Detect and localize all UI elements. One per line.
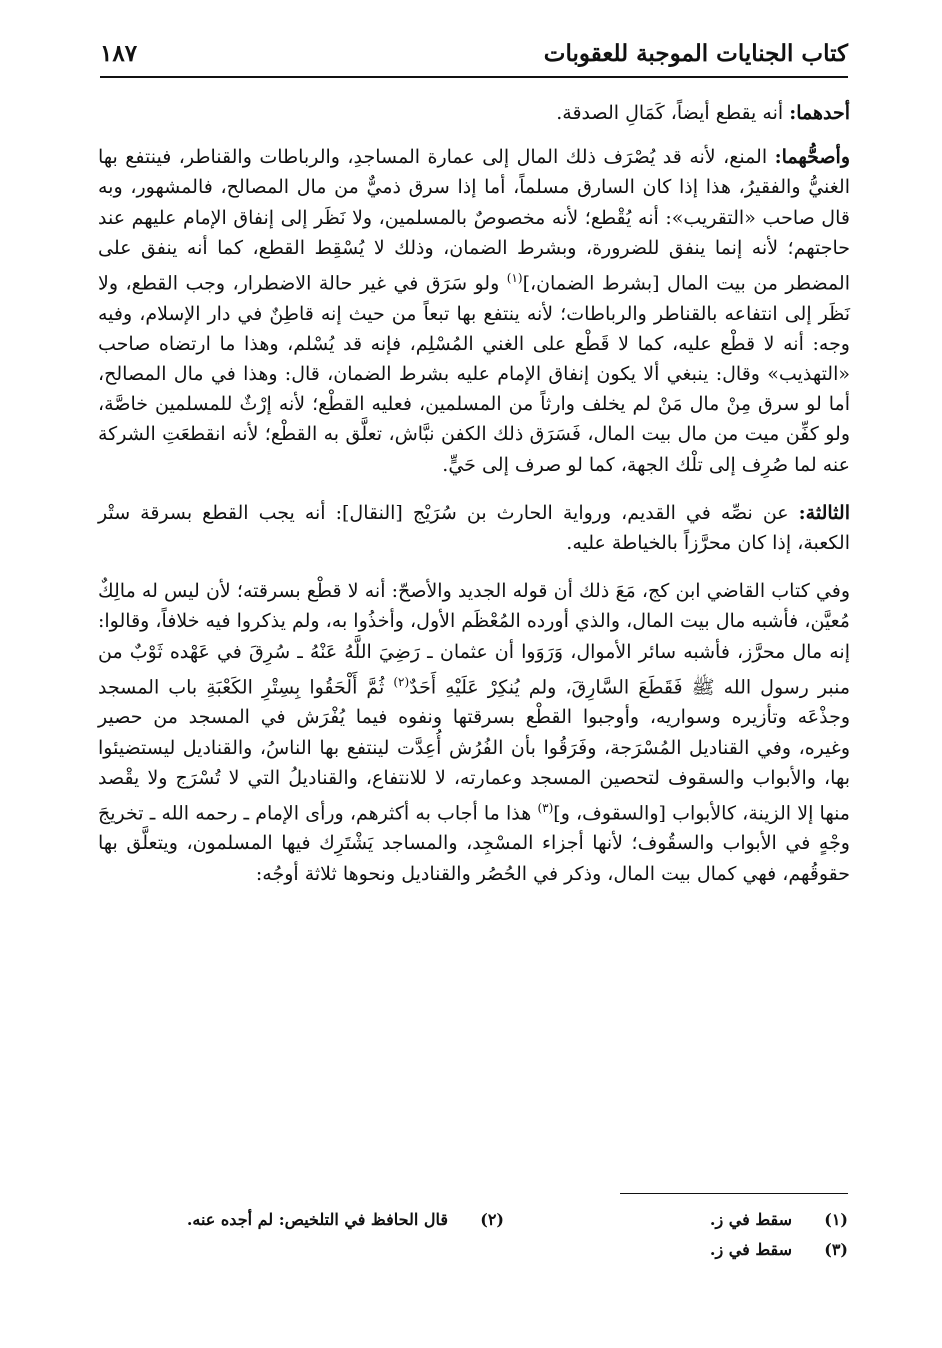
paragraph-text: وفي كتاب القاضي ابن كج، مَعَ ذلك أن قوله الجديد والأصحّ: أنه لا قطْع بسرقته؛ لأن ليس له مالِكٌ مُعيَّن، فأشبه مال بيت المال، والذي أورده المُعْظَم الأول، وأخذُوا به، ولم يذكروا فيه خلافاً، وقالوا: إنه مال محرَّز، فأشبه سائر الأموال، وَرَوَوا أن عثمان ـ رَضِيَ اللَّهُ عَنْهُ ـ سُرِقَ في عَهْده ثَوْبٌ من منبر رسول الله ﷺ فَقَطَعَ السَّارِقَ، ولم يُنكِرْ عَلَيْهِ أَحَدٌ [98, 580, 850, 699]
footnote-number: (٢) [480, 1209, 504, 1229]
footnote-row [160, 1234, 848, 1264]
page-number: ١٨٧ [100, 40, 138, 67]
paragraph-text-cont: ولو سَرَق في غير حالة الاضطرار، وجب القطع، ولا نَظَر إلى انتفاعه بالقناطر والرباطات؛ لأنه ينتفع بها تبعاً من حيث إنه قاطِنٌ في دار الإسلام، وفيه وجه: أنه لا قطْع عليه، كما لا قَطْع على الغني المُسْلِم، فإنه قد يُسْلم، وهذا ما ارتضاه صاحب «التهذيب» وقال: ينبغي ألا يكون إنفاق الإمام عليه بشرط الضمان، قال: وهذا في مال المصالح، أما لو سرق مِنْ مال مَنْ لم يخلف وارثاً من المسلمين، فعليه القطْع؛ لأنه إرْثٌ للمسلمين خاصَّة، ولو كفِّن ميت من مال بيت المال، فَسَرَق ذلك الكفن نبَّاش، تعلَّق به القطْع؛ لأنه انقطعَتِ الشركة عنه لما صُرِف إلى تلْك الجهة، كما لو صرف إلى حَيٍّ. [98, 272, 850, 476]
header-title: كتاب الجنايات الموجبة للعقوبات [543, 40, 848, 67]
running-header [100, 40, 848, 78]
paragraph-text: أنه يقطع أيضاً، كَمَالِ الصدقة. [556, 102, 790, 124]
paragraph-text-cont2: هذا ما أجاب به أكثرهم، ورأى الإمام ـ رحمه الله ـ تخريجَ وجْهٍ في الأبواب والسقُوف؛ لأنها أجزاء المسْجِد، والمساجد يَشْتَرِك فيها المسلمون، ويتعلَّق بها حقوقُهم، فهي كمال بيت المال، وذكر في الحُصُر والقناديل ونحوها ثلاثة أوجُه: [98, 802, 850, 885]
paragraph-lead: الثالثة: [798, 501, 850, 524]
footnotes [160, 1204, 848, 1264]
paragraph-lead: وأصحُّهما: [774, 146, 850, 169]
paragraph-second [98, 142, 850, 480]
paragraph-third [98, 498, 850, 558]
footnote-ref-2[interactable]: (٢) [393, 674, 410, 689]
main-text [98, 98, 850, 907]
footnote-1 [504, 1210, 848, 1229]
footnote-row [160, 1204, 848, 1234]
footnote-text: قال الحافظ في التلخيص: لم أجده عنه. [186, 1209, 448, 1229]
footnote-text: سقط في ز. [709, 1239, 792, 1259]
paragraph-text: المنع، لأنه قد يُصْرَف ذلك المال إلى عمارة المساجدِ، والرباطات والقناطر، فينتفع بها الغنيُّ والفقيرُ، هذا إذا كان السارق مسلماً، أما إذا سرق ذميٌّ من مال المصالح، فالمشهور، وبه قال صاحب «التقريب»: أنه يُقْطع؛ لأنه مخصوصٌ بالمسلمين، ولا نَظَر إلى إنفاق الإمام عليهم عند حاجتهم؛ لأنه إنما ينفق للضرورة، وبشرط الضمان، وذلك لا يُسْقِط القطع، كما أنه ينفق على المضطر من بيت المال [بشرط الضمان،] [98, 146, 850, 295]
paragraph-first [98, 98, 850, 128]
footnote-ref-1[interactable]: (١) [506, 271, 523, 286]
footnote-3 [468, 1240, 848, 1259]
footnote-2 [160, 1210, 504, 1229]
paragraph-fourth [98, 576, 850, 889]
paragraph-lead: أحدهما: [789, 102, 850, 124]
footnote-number: (١) [824, 1209, 848, 1229]
paragraph-text: عن نصِّه في القديم، ورواية الحارث بن سُرَيْج [النقال]: أنه يجب القطع بسرقة ستْر الكعبة، إذا كان محرَّزاً بالخياطة عليه. [98, 501, 850, 554]
footnote-number: (٣) [824, 1239, 848, 1259]
footnote-ref-3[interactable]: (٣) [537, 800, 554, 815]
paragraph-text-cont: ثُمَّ أَلْحَقُوا بِسِتْرِ الكَعْبَةِ باب المسجد وجذْعَه وتأزيره وسواريه، وأوجبوا القطْع بسرقتها ونفوه فيما يُفْرَش في المسجد من حصير وغيره، وفي القناديل المُسْرَجة، وفَرَقُوا بأن الفُرُش أُعِدَّت لينتفع بها الناسُ، والقناديل ليستضيئوا بها، والأبواب والسقوف لتحصين المسجد وعمارته، لا للانتفاع، والقناديلُ التي لا تُسْرَج ولا يقْصد منها إلا الزينة، كالأبواب [والسقوف، و] [98, 676, 850, 825]
footnote-text: سقط في ز. [709, 1209, 792, 1229]
footnote-divider [620, 1193, 848, 1194]
